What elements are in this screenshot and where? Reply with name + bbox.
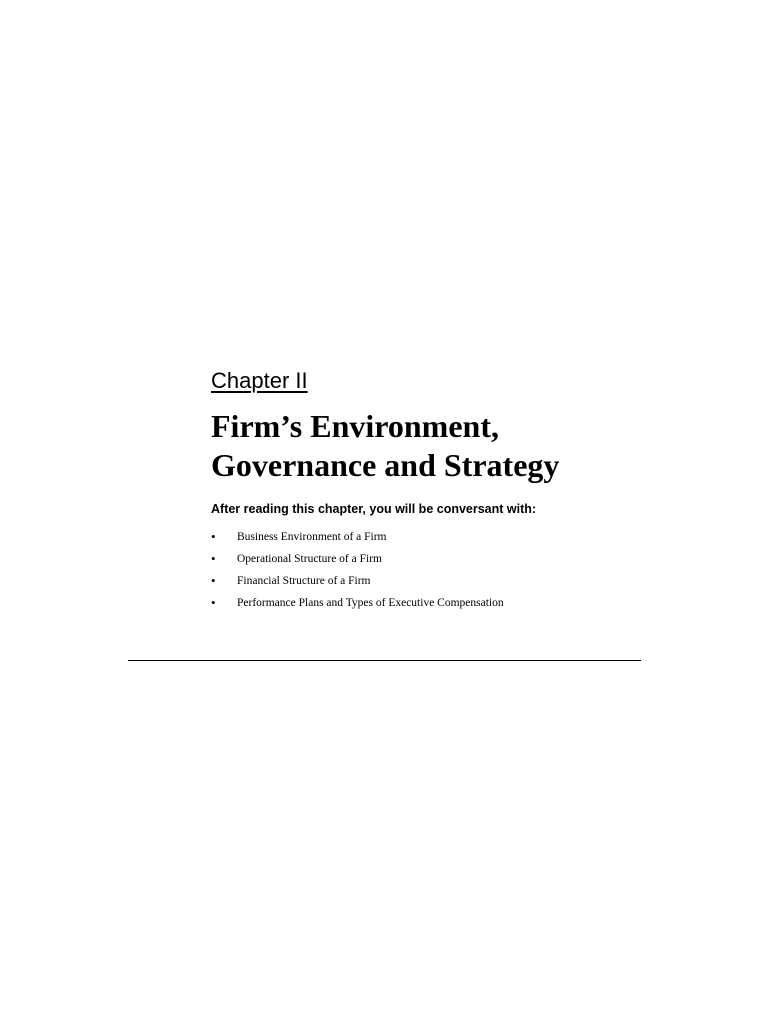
bullet-icon: • xyxy=(211,551,216,566)
chapter-label: Chapter II xyxy=(211,368,308,393)
list-item-text: Financial Structure of a Firm xyxy=(237,575,371,587)
chapter-title-line-2: Governance and Strategy xyxy=(211,447,560,483)
chapter-title xyxy=(211,407,641,485)
bullet-icon: • xyxy=(211,573,216,588)
chapter-title-line-1: Firm’s Environment, xyxy=(211,408,499,444)
horizontal-rule xyxy=(128,660,641,661)
list-item-text: Operational Structure of a Firm xyxy=(237,553,382,565)
bullet-icon: • xyxy=(211,595,216,610)
intro-text: After reading this chapter, you will be conversant with: xyxy=(211,502,537,516)
list-item-text: Performance Plans and Types of Executive Compensation xyxy=(237,597,504,609)
bullet-icon: • xyxy=(211,529,216,544)
list-item-text: Business Environment of a Firm xyxy=(237,531,387,543)
